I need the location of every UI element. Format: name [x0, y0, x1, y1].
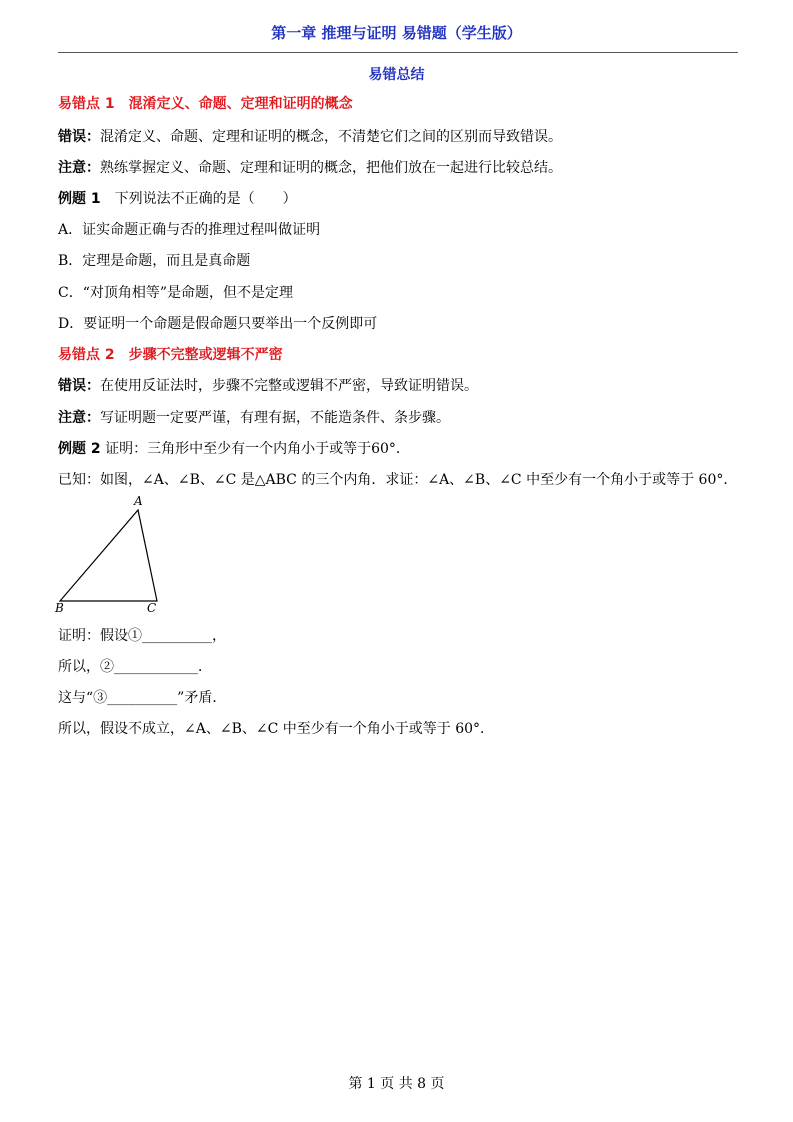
- error-text: 在使用反证法时，步骤不完整或逻辑不严密，导致证明错误。: [100, 378, 478, 394]
- example-question-text: 证明：三角形中至少有一个内角小于或等于60°．: [100, 441, 410, 457]
- error-text: 混淆定义、命题、定理和证明的概念，不清楚它们之间的区别而导致错误。: [100, 129, 562, 145]
- option-c: C．“对顶角相等”是命题，但不是定理: [58, 285, 294, 301]
- header-divider: [58, 52, 738, 53]
- point2-error: [58, 375, 478, 395]
- point2-title: 易错点 2 步骤不完整或逻辑不严密: [58, 347, 283, 363]
- example2-question: [58, 438, 410, 458]
- note-label: 注意：: [58, 160, 100, 176]
- error-label: 错误：: [58, 378, 100, 394]
- option-a: A．证实命题正确与否的推理过程叫做证明: [58, 222, 321, 238]
- vertex-label-b: B: [55, 601, 64, 615]
- error-label: 错误：: [58, 129, 100, 145]
- point2-note: [58, 407, 450, 427]
- page-footer: 第 1 页 共 8 页: [348, 1076, 445, 1092]
- example1-question: [58, 188, 297, 208]
- triangle-figure: [50, 492, 180, 617]
- example2-given: 已知：如图，∠A、∠B、∠C 是△ABC 的三个内角．求证：∠A、∠B、∠C 中至少有一个角小于或等于 60°．: [58, 472, 738, 488]
- point1-note: [58, 157, 562, 177]
- example-question-text: 下列说法不正确的是（ ）: [100, 191, 297, 207]
- note-text: 熟练掌握定义、命题、定理和证明的概念，把他们放在一起进行比较总结。: [100, 160, 562, 176]
- example-label: 例题 1: [58, 191, 101, 207]
- proof-line-3: 这与“③__________”矛盾．: [58, 690, 227, 706]
- point1-title: 易错点 1 混淆定义、命题、定理和证明的概念: [58, 96, 353, 112]
- proof-line-4: 所以，假设不成立，∠A、∠B、∠C 中至少有一个角小于或等于 60°．: [58, 721, 495, 737]
- option-d: D．要证明一个命题是假命题只要举出一个反例即可: [58, 316, 378, 332]
- point1-error: [58, 126, 562, 146]
- triangle-abc: [60, 510, 157, 601]
- note-text: 写证明题一定要严谨，有理有据，不能造条件、条步骤。: [100, 410, 450, 426]
- example-label: 例题 2: [58, 441, 101, 457]
- page-header-title: 第一章 推理与证明 易错题（学生版）: [271, 24, 522, 42]
- vertex-label-a: A: [134, 494, 143, 508]
- option-b: B．定理是命题，而且是真命题: [58, 253, 251, 269]
- note-label: 注意：: [58, 410, 100, 426]
- vertex-label-c: C: [147, 601, 157, 615]
- proof-line-1: 证明：假设①__________，: [58, 628, 226, 644]
- proof-line-2: 所以，②____________．: [58, 659, 212, 675]
- section-title: 易错总结: [368, 67, 425, 83]
